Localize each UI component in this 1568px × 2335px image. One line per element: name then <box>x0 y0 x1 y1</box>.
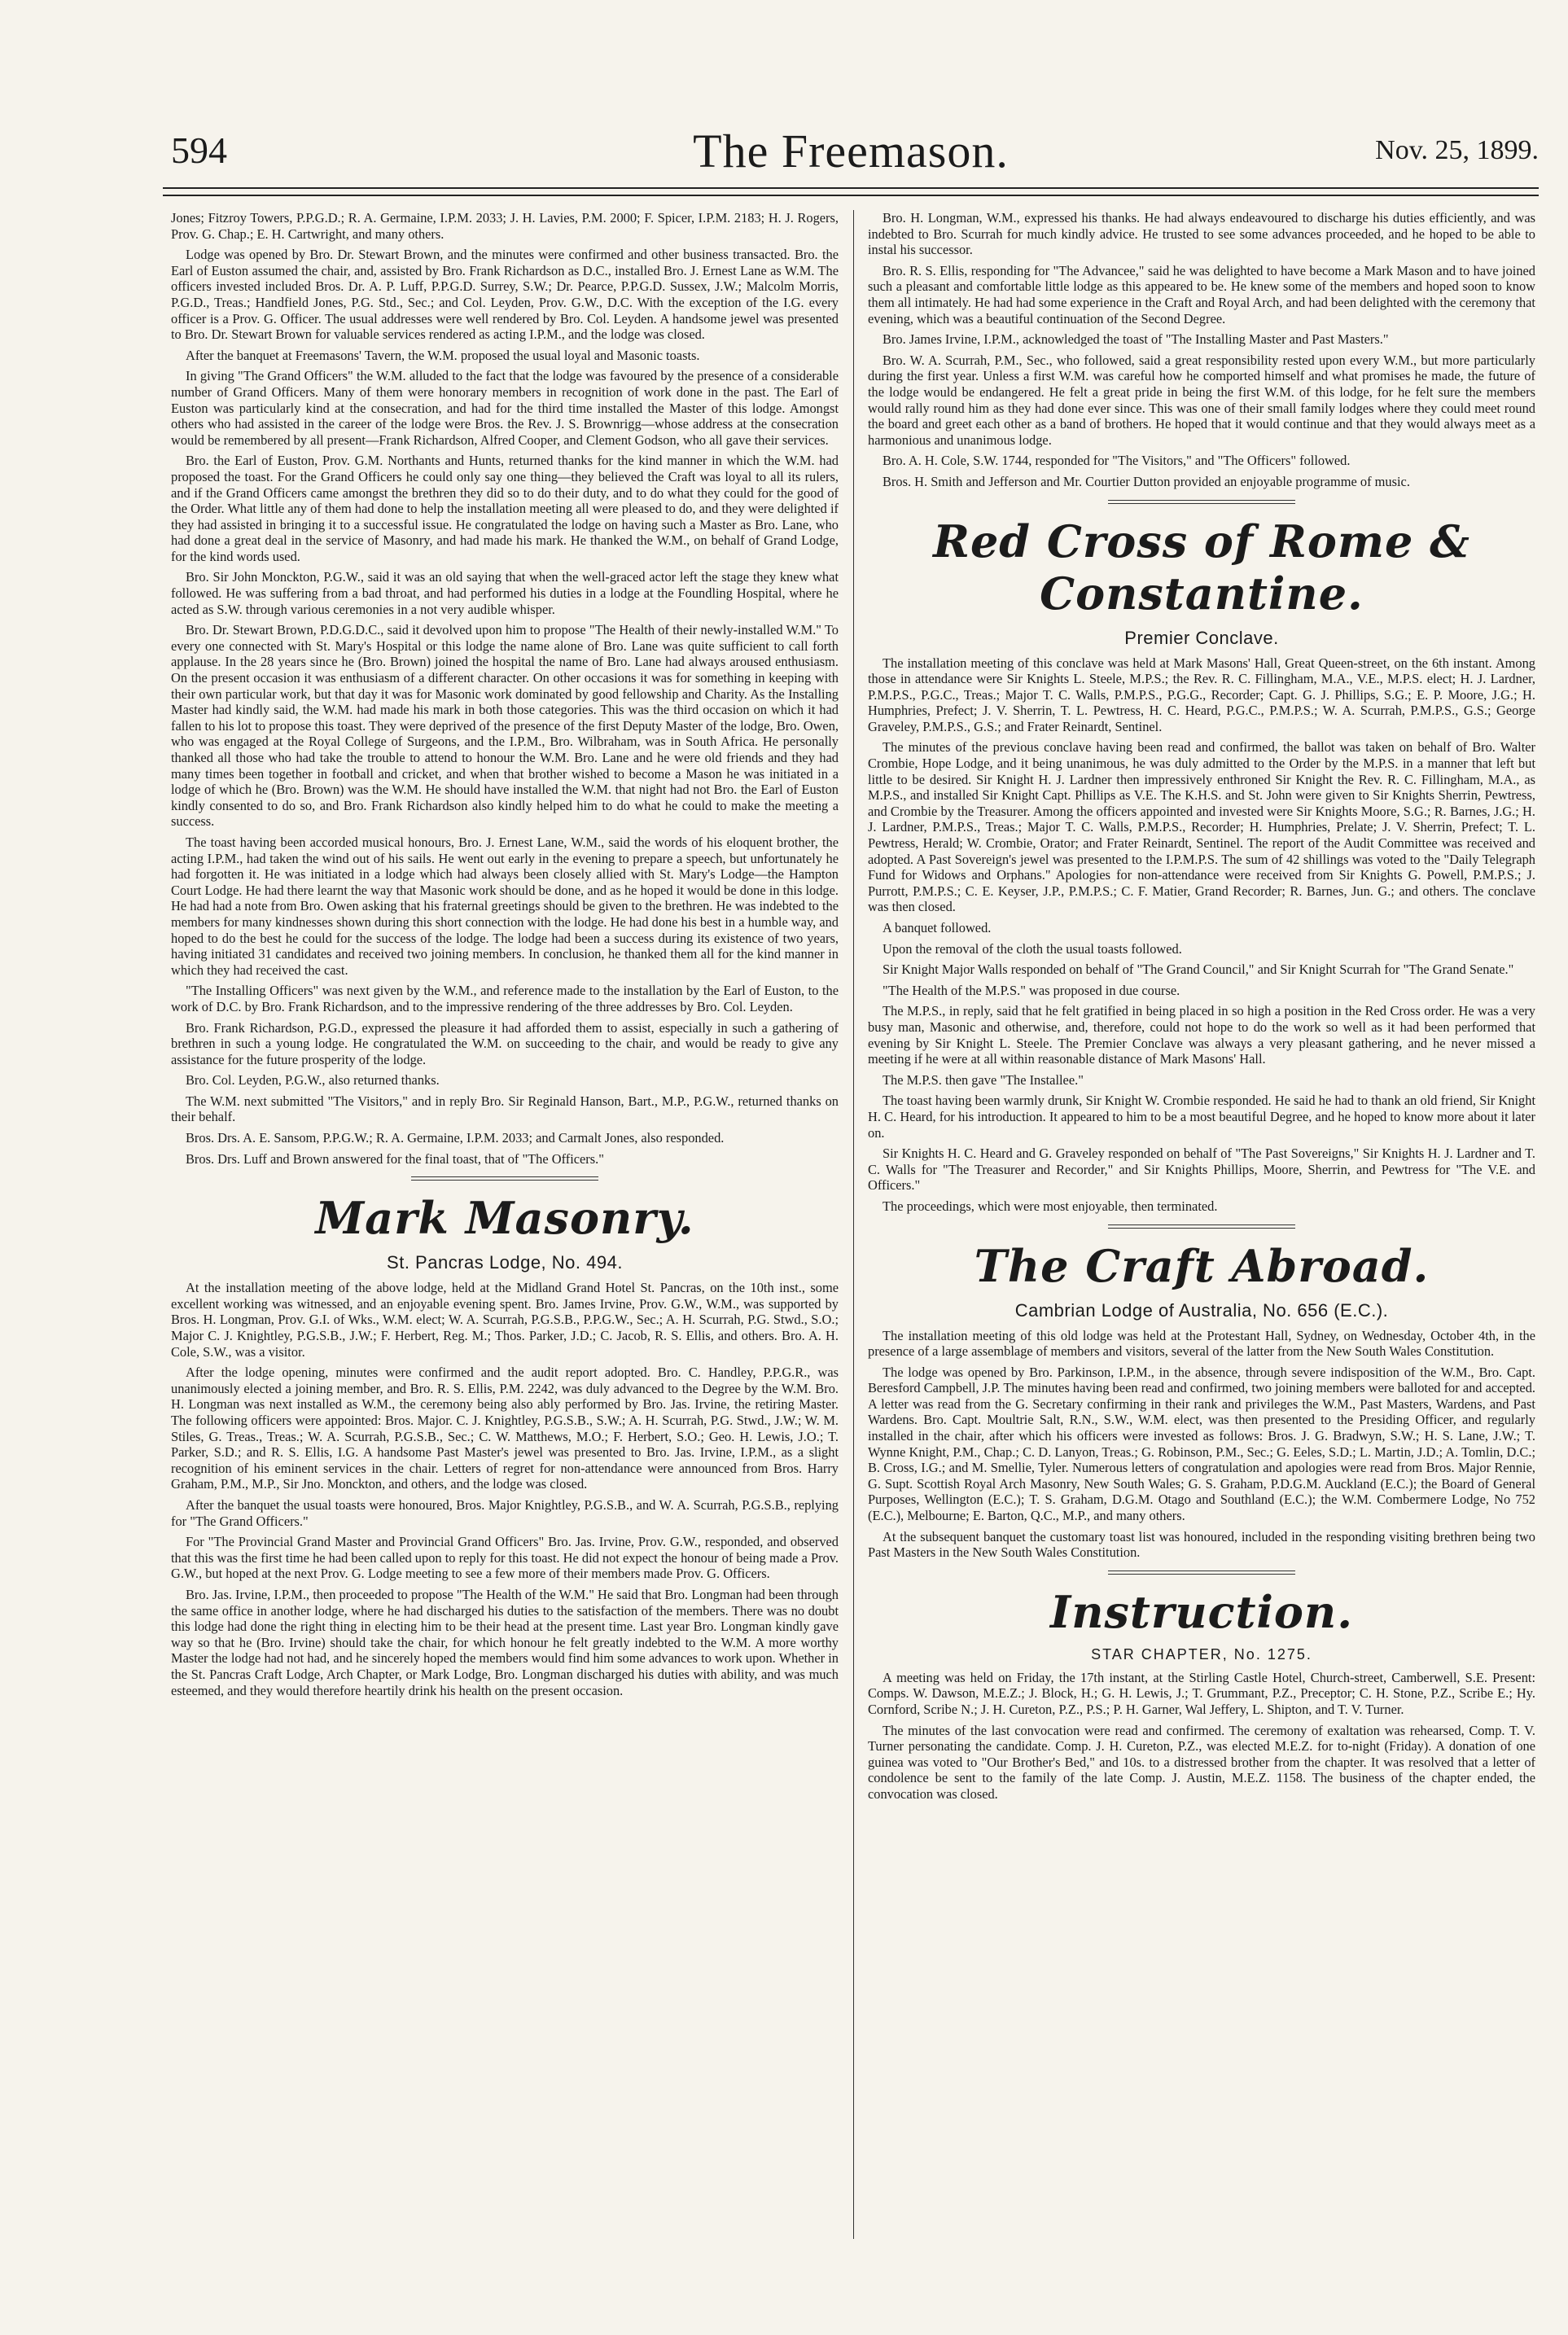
article-paragraph: Bro. Frank Richardson, P.G.D., expressed the pleasure it had afforded them to assist, especially in such a gathering of brethren in such a young lodge. He congratulated the W.M. on succeeding to the chair, and would be ready to give any assistance for the future prosperity of the lodge. <box>171 1019 839 1067</box>
article-paragraph: Bros. Drs. Luff and Brown answered for the final toast, that of "The Officers." <box>186 1150 604 1167</box>
article-paragraph: Bro. Jas. Irvine, I.P.M., then proceeded to propose "The Health of the W.M." He said that Bro. Longman had been through the same office in another lodge, where he had discharged his duties to the satisfaction of the members. There was no doubt this lodge had done the right thing in electing him to be their head at the present time. Last year Bro. Longman kindly gave way so that he (Bro. Irvine) should take the chair, for which honour he felt greatly indebted to the W.M. A more worthy Master the lodge had not had, and he sincerely hoped the members would find him some advances to work upon. Whether in the St. Pancras Craft Lodge, Arch Chapter, or Mark Lodge, Bro. Longman discharged his duties with ability, and was much esteemed, and they would therefore heartily drink his health on the present occasion. <box>171 1586 839 1698</box>
article-paragraph: At the subsequent banquet the customary toast list was honoured, included in the responding visiting brethren being two Past Masters in the New South Wales Constitution. <box>868 1528 1535 1561</box>
issue-date: Nov. 25, 1899. <box>1375 135 1539 165</box>
section-divider <box>1108 1571 1295 1575</box>
article-paragraph: At the installation meeting of the above lodge, held at the Midland Grand Hotel St. Pancras, on the 10th inst., some excellent working was witnessed, and an enjoyable evening spent. Bro. James Irvine, Prov. G.W., W.M., was supported by Bros. H. Longman, Prov. G.I. of Wks., W.M. elect; W. A. Scurrah, P.G.S.B., P.P.G.W., Sec.; A. H. Scurrah, P.G. Stwd., S.O.; Major C. J. Knightley, P.G.S.B., J.W.; F. Herbert, Reg. M.; Thos. Parker, J.D.; C. Jacob, R. S. Ellis, and others. Bro. A. H. Cole, S.W., was a visitor. <box>171 1280 839 1360</box>
article-paragraph: Bros. H. Smith and Jefferson and Mr. Courtier Dutton provided an enjoyable programme of music. <box>883 473 1410 489</box>
article-paragraph: The proceedings, which were most enjoyable, then terminated. <box>883 1198 1218 1214</box>
masthead-rule <box>163 187 1539 196</box>
article-paragraph: A banquet followed. <box>883 920 992 935</box>
lodge-subhead: St. Pancras Lodge, No. 494. <box>387 1252 623 1273</box>
article-paragraph: In giving "The Grand Officers" the W.M. alluded to the fact that the lodge was favoured by the presence of a considerable number of Grand Officers. Many of them were honorary members in recognition of work done in the past. The Earl of Euston was particularly kind at the consecration, and had for the third time installed the Master of this lodge. Amongst others who had assisted in the career of the lodge were Bros. the Rev. J. S. Brownrigg—whose address at the consecration would be remembered by all present—Frank Richardson, Alfred Cooper, and Clement Godson, who all gave their services. <box>171 368 839 448</box>
section-divider <box>411 1176 598 1181</box>
article-paragraph: For "The Provincial Grand Master and Provincial Grand Officers" Bro. Jas. Irvine, Prov. G.W., responded, and observed that this was the first time he had been called upon to reply for this toast. He did not expect the honour of being made a Prov. G.W., but hoped at the next Prov. G. Lodge meeting to see a few more of their members made Prov. G. Officers. <box>171 1534 839 1582</box>
columns <box>171 210 1539 2312</box>
section-heading-instruction: Instruction. <box>1050 1585 1353 1638</box>
article-paragraph: After the lodge opening, minutes were confirmed and the audit report adopted. Bro. C. Handley, P.P.G.R., was unanimously elected a joining member, and Bro. R. S. Ellis, P.M. 2242, was duly advanced to the Degree by the W.M. Bro. H. Longman was next installed as W.M., the ceremony being also ably performed by Bro. Jas. Irvine, the retiring Master. The following officers were appointed: Bros. Major. C. J. Knightley, P.G.S.B., S.W.; A. H. Scurrah, P.G. Stwd., J.W.; W. M. Stiles, G. Treas., Treas.; W. A. Scurrah, P.G.S.B., Sec.; C. W. Matthews, M.O.; F. Herbert, S.O.; Geo. H. Lewis, J.O.; T. Parker, S.D.; and R. S. Ellis, I.G. A handsome Past Master's jewel was presented to Bro. Jas. Irvine, I.P.M., as a slight recognition of his eminent services in the chair. Letters of regret for non-attendance were announced from Bros. Harry Graham, P.M., M.P., Sir Jno. Monckton, and others, and the lodge was closed. <box>171 1365 839 1492</box>
article-paragraph: Bro. H. Longman, W.M., expressed his thanks. He had always endeavoured to discharge his duties efficiently, and was indebted to Bro. Scurrah for much kindly advice. He trusted to see some advances proceeded, and he hoped to be able to instal his successor. <box>868 210 1535 258</box>
column-divider <box>853 210 854 2239</box>
instruction-article <box>868 1670 1535 1803</box>
newspaper-page <box>155 122 1547 2312</box>
article-paragraph: Bro. Dr. Stewart Brown, P.D.G.D.C., said it devolved upon him to propose "The Health of their newly-installed W.M." To every one connected with St. Mary's Hospital or this lodge the name alone of Bro. Lane was quite sufficient to call forth applause. In the 28 years since he (Bro. Brown) joined the hospital the name of Bro. Lane had always aroused enthusiasm. On the present occasion it was enthusiasm of a different character. On other occasions it was for something in keeping with their own particular work, but that day it was for Masonic work dominated by good fellowship and Charity. As the Installing Master had kindly said, the W.M. had made his mark in both those categories. This was the third occasion on which it had fallen to his lot to propose this toast. They were deprived of the presence of the first Deputy Master of the lodge, Bro. Owen, who was engaged at the Royal College of Surgeons, and the I.P.M., Bro. Wilbraham, was in South Africa. He personally thanked all those who had take the trouble to attend to honour the W.M. Bro. Lane and he were old friends and they had many times been together in football and cricket, and when that brother wished to become a Mason he was initiated in a lodge of which he (Bro. Brown) was the W.M. He should have installed the W.M. that night had not Bro. the Earl of Euston kindly consented to do so, and Bro. Frank Richardson also kindly helped him to do what he could to make the meeting a success. <box>171 622 839 830</box>
article-paragraph: Bro. the Earl of Euston, Prov. G.M. Northants and Hunts, returned thanks for the kind manner in which the W.M. had proposed the toast. For the Grand Officers he could only say one thing—they believed the Craft was loyal to all its rulers, and if the Grand Officers came amongst the brethren they did so to do their duty, and to do what they could for the good of the Order. What little any of them had done to help the installation meeting all were pleased to do, and they were delighted if they had assisted in bringing it to a successful issue. He congratulated the lodge on having such a Master as Bro. Lane, who had done a great deal in the service of Masonry, and had made his mark. He thanked the W.M., on behalf of Grand Lodge, for the kind words used. <box>171 453 839 564</box>
article-paragraph: Bro. Col. Leyden, P.G.W., also returned thanks. <box>186 1072 440 1089</box>
article-paragraph: Jones; Fitzroy Towers, P.P.G.D.; R. A. Germaine, I.P.M. 2033; J. H. Lavies, P.M. 2000; F. Spicer, I.P.M. 2183; H. J. Rogers, Prov. G. Chap.; E. H. Cartwright, and many others. <box>171 210 839 242</box>
section-divider <box>1108 1224 1295 1229</box>
section-heading-craft-abroad: The Craft Abroad. <box>974 1239 1430 1292</box>
page-number: 594 <box>171 129 227 171</box>
section-heading-red-cross: Red Cross of Rome & Constantine. <box>933 515 1470 620</box>
left-column <box>171 210 839 2312</box>
right-column <box>868 210 1535 2312</box>
article-paragraph: The M.P.S. then gave "The Installee." <box>883 1071 1084 1088</box>
right-top-article <box>868 210 1535 490</box>
article-paragraph: The minutes of the previous conclave having been read and confirmed, the ballot was taken on behalf of Bro. Walter Crombie, Hope Lodge, and it being unanimous, he was duly admitted to the Order by the M.P.S. in a manner that left but little to be desired. Sir Knight H. J. Lardner then impressively enthroned Sir Knight the Rev. R. C. Fillingham, M.A., as M.P.S., and installed Sir Knight Capt. Phillips as V.E. The K.H.S. and St. John were given to Sir Knights Sherrin, Pewtress, and Crombie by the Treasurer. Among the officers appointed and invested were Sir Knights Moore, S.G.; R. Barnes, J.G.; H. J. Lardner, P.M.P.S., Treas.; Major T. C. Walls, P.M.P.S., Recorder; H. Humphries, Prelate; J. V. Sherrin, Prefect; T. L. Pewtress, Herald; W. Crombie, Orator; and Frater Reinardt, Sentinel. The report of the Audit Committee was received and adopted. A Past Sovereign's jewel was presented to the I.P.M.P.S. The sum of 42 shillings was voted to the "Daily Telegraph Fund for Widows and Orphans." Apologies for non-attendance were received from Sir Knights G. Powell, P.M.P.S.; J. Purrott, P.M.P.S.; C. E. Keyser, J.P., P.M.P.S.; C. F. Matier, Grand Recorder; R. Barnes, Jun. G.; and others. The conclave was then closed. <box>868 739 1535 915</box>
paper-title: The Freemason. <box>693 125 1009 177</box>
article-paragraph: The M.P.S., in reply, said that he felt gratified in being placed in so high a position in the Red Cross order. He was a very busy man, Masonic and otherwise, and, therefore, could not hope to do the work so well as it had been performed that evening by Sir Knight L. Steele. The Premier Conclave was always a very pleasant gathering, and he never missed a meeting if he were at all within reasonable distance of Mark Masons' Hall. <box>868 1003 1535 1067</box>
article-paragraph: Bro. James Irvine, I.P.M., acknowledged the toast of "The Installing Master and Past Masters." <box>883 331 1389 348</box>
masthead <box>155 122 1547 184</box>
article-paragraph: The lodge was opened by Bro. Parkinson, I.P.M., in the absence, through severe indisposition of the W.M., Bro. Capt. Beresford Campbell, J.P. The minutes having been read and confirmed, two joining members were balloted for and accepted. A letter was read from the G. Secretary confirming in their rank and privileges the W.M., Past Masters, Wardens, and Past Wardens. Bro. Capt. Moultrie Salt, R.N., S.W., W.M. elect, was then presented to the Presiding Officer, and regularly installed in the chair, after which his officers were invested as follows: Bros. J. G. Bradwyn, S.W.; H. S. Lane, J.W.; T. Wynne Knight, P.M., Chap.; C. D. Lanyon, Treas.; G. Robinson, P.M., Sec.; G. Eeles, S.D.; L. Martin, J.D.; A. Tomlin, D.C.; B. Cross, I.G.; and M. Smellie, Tyler. Numerous letters of congratulation and apologies were read from Bros. Major Rennie, G. Supt. Scottish Royal Arch Masonry, New South Wales; G. S. Graham, P.D.G.M. Auckland (E.C.); the Board of General Purposes, Wellington (E.C.); T. S. Graham, D.G.M. Otago and Southland (E.C.); the W.M. Combermere Lodge, No 752 (E.C.), Melbourne; E. Barton, Q.C., M.P., and many others. <box>868 1364 1535 1524</box>
mark-masonry-article <box>171 1280 839 1698</box>
article-paragraph: Bro. A. H. Cole, S.W. 1744, responded for "The Visitors," and "The Officers" followed. <box>883 453 1351 469</box>
article-paragraph: Sir Knight Major Walls responded on behalf of "The Grand Council," and Sir Knight Scurrah for "The Grand Senate." <box>883 962 1514 978</box>
conclave-subhead: Premier Conclave. <box>1124 627 1279 648</box>
article-paragraph: "The Installing Officers" was next given by the W.M., and reference made to the installation by the Earl of Euston, to the work of D.C. by Bro. Frank Richardson, and to the impressive rendering of the three addresses by Bro. Col. Leyden. <box>171 983 839 1014</box>
article-paragraph: Bros. Drs. A. E. Sansom, P.P.G.W.; R. A. Germaine, I.P.M. 2033; and Carmalt Jones, also responded. <box>186 1130 725 1146</box>
article-paragraph: "The Health of the M.P.S." was proposed in due course. <box>883 982 1180 998</box>
lodge-subhead: Cambrian Lodge of Australia, No. 656 (E.C.). <box>1014 1299 1389 1321</box>
article-paragraph: The W.M. next submitted "The Visitors," and in reply Bro. Sir Reginald Hanson, Bart., M.P., P.G.W., returned thanks on their behalf. <box>171 1093 839 1125</box>
left-top-article <box>171 210 839 1167</box>
article-paragraph: Upon the removal of the cloth the usual toasts followed. <box>883 940 1182 957</box>
article-paragraph: The installation meeting of this old lodge was held at the Protestant Hall, Sydney, on Wednesday, October 4th, in the presence of a large assemblage of members and visitors, several of the latter from the New South Wales Constitution. <box>868 1327 1535 1360</box>
article-paragraph: A meeting was held on Friday, the 17th instant, at the Stirling Castle Hotel, Church-street, Camberwell, S.E. Present: Comps. W. Dawson, M.E.Z.; J. Block, H.; G. H. Lewis, J.; T. Grummant, P.Z., Preceptor; C. H. Stone, P.Z., Scribe E.; Hy. Cornford, Scribe N.; J. H. Cureton, P.Z., P.S.; P. H. Garner, Wal Jeffery, L. Shipton, and T. V. Turner. <box>868 1669 1535 1717</box>
chapter-subhead: STAR CHAPTER, No. 1275. <box>1091 1645 1312 1663</box>
article-paragraph: The minutes of the last convocation were read and confirmed. The ceremony of exaltation was rehearsed, Comp. T. V. Turner personating the candidate. Comp. J. H. Cureton, P.Z., was elected M.E.Z. for to-night (Friday). A donation of one guinea was voted to "Our Brother's Bed," and 10s. to a distressed brother from the chapter. It was resolved that a letter of condolence be sent to the family of the late Comp. J. Austin, M.E.Z. 1158. The business of the chapter ended, the convocation was closed. <box>868 1722 1535 1802</box>
article-paragraph: The toast having been warmly drunk, Sir Knight W. Crombie responded. He said he had to thank an old friend, Sir Knight H. C. Heard, for his introduction. It appeared to him to be a most beautiful Degree, and he hoped to know more about it later on. <box>868 1093 1535 1141</box>
craft-abroad-article <box>868 1328 1535 1561</box>
section-heading-mark-masonry: Mark Masonry. <box>315 1192 694 1245</box>
article-paragraph: The installation meeting of this conclave was held at Mark Masons' Hall, Great Queen-street, on the 6th instant. Among those in attendance were Sir Knights L. Steele, M.P.S.; the Rev. R. C. Fillingham, M.A., V.E., M.P.S. elect; H. J. Lardner, P.M.P.S., P.G.C., Treas.; Major T. C. Walls, P.M.P.S., P.G.G., Recorder; Capt. G. J. Phillips, S.G.; E. P. Moore, J.G.; H. Humphries, Prefect; J. V. Sherrin, T. L. Pewtress, H. C. Heard, P.G.C., P.M.P.S.; W. A. Scurrah, P.M.P.S., G.S.; George Graveley, P.M.P.S., G.S.; and Frater Reinardt, Sentinel. <box>868 655 1535 734</box>
article-paragraph: Lodge was opened by Bro. Dr. Stewart Brown, and the minutes were confirmed and other business transacted. Bro. the Earl of Euston assumed the chair, and, assisted by Bro. Frank Richardson as D.C., installed Bro. J. Ernest Lane as W.M. The officers invested included Bros. Dr. A. P. Luff, P.P.G.D. Surrey, S.W.; Dr. Pearce, P.P.G.D. Sussex, J.W.; Malcolm Morris, P.G.D., Treas.; Handfield Jones, P.G. Std., Sec.; and Col. Leyden, Prov. G.W., D.C. With the exception of the I.G. every officer is a Prov. G. Officer. The usual addresses were well rendered by Bro. Col. Leyden. A handsome jewel was presented to Bro. Dr. Stewart Brown for valuable services rendered as acting I.P.M., and the lodge was closed. <box>171 247 839 343</box>
section-divider <box>1108 500 1295 504</box>
article-paragraph: Bro. Sir John Monckton, P.G.W., said it was an old saying that when the well-graced actor left the stage they knew what followed. He was suffering from a bad throat, and had performed his duties in a lodge at the Foundling Hospital, where he acted as S.W. through various ceremonies in a not very audible whisper. <box>171 569 839 617</box>
red-cross-article <box>868 655 1535 1215</box>
article-paragraph: Bro. R. S. Ellis, responding for "The Advancee," said he was delighted to have become a Mark Mason and to have joined such a pleasant and comfortable little lodge as this appeared to be. He knew some of the members and hoped soon to know them all intimately. He had had some experience in the Craft and Royal Arch, and had been delighted with the ceremony that evening, which was a beautiful continuation of the Second Degree. <box>868 262 1535 326</box>
article-paragraph: Bro. W. A. Scurrah, P.M., Sec., who followed, said a great responsibility rested upon every W.M., but more particularly during the first year. Unless a first W.M. was careful how he comported himself and what promises he made, the future of the lodge would be endangered. He felt a great pride in being the first W.M. of this lodge, for he felt sure the members would rally round him as they had done ever since. This was one of their small family lodges where they could meet round the board and greet each other as a band of brothers. He hoped that it would continue and that they would always meet as a harmonious and unanimous lodge. <box>868 352 1535 448</box>
article-paragraph: After the banquet at Freemasons' Tavern, the W.M. proposed the usual loyal and Masonic toasts. <box>186 347 700 363</box>
article-paragraph: The toast having been accorded musical honours, Bro. J. Ernest Lane, W.M., said the words of his eloquent brother, the acting I.P.M., had taken the wind out of his sails. He went out early in the evening to prepare a speech, but unfortunately he had forgotten it. He was initiated in a lodge which had always been closely allied with St. Mary's Lodge—the Hampton Court Lodge. He had there learnt the way that Masonic work should be done, and as he hoped it would be done in this lodge. He had had a note from Bro. Owen asking that his fraternal greetings should be given to the brethren. He was indebted to the members for many kindnesses shown during this short connection with the lodge. He had done his best in a humble way, and hoped to do the best he could for the success of the lodge. The lodge had been a success during its existence of two years, having initiated 31 candidates and received two joining members. In conclusion, he thanked them all for the kind manner in which they had received the cast. <box>171 834 839 978</box>
article-paragraph: After the banquet the usual toasts were honoured, Bros. Major Knightley, P.G.S.B., and W. A. Scurrah, P.G.S.B., replying for "The Grand Officers." <box>171 1496 839 1529</box>
article-paragraph: Sir Knights H. C. Heard and G. Graveley responded on behalf of "The Past Sovereigns," Sir Knights H. J. Lardner and T. C. Walls for "The Treasurer and Recorder," and Sir Knights Phillips, Moore, Sherrin, and Pewtress for "The V.E. and Officers." <box>868 1146 1535 1194</box>
